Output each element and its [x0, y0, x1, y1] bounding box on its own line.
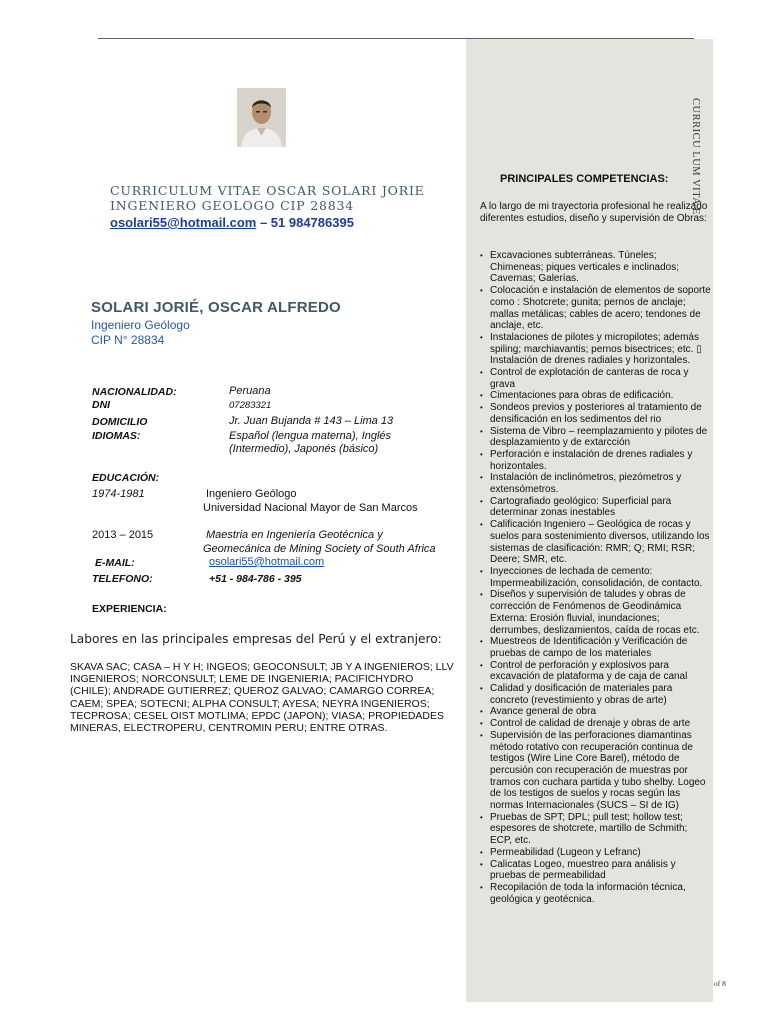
- full-name: SOLARI JORIÉ, OSCAR ALFREDO: [91, 299, 341, 316]
- idiomas-label: IDIOMAS:: [92, 430, 141, 442]
- page-count: of 8: [714, 979, 726, 988]
- competency-item: • Recopilación de toda la información técnica, geológica y geotécnica.: [480, 882, 712, 905]
- competency-item: • Calidad y dosificación de materiales para concreto (revestimiento y obras de arte): [480, 683, 712, 706]
- competency-item: • Calificación Ingeniero – Geológica de rocas y suelos para sostenimiento diversos, utilizando los sistemas de clasificación: RMR; Q; RMI; RSR; Deere; SMR, etc.: [480, 519, 712, 566]
- competency-item: • Cimentaciones para obras de edificación.: [480, 390, 712, 402]
- header-title-line: INGENIERO GEOLOGO CIP 28834: [110, 198, 354, 213]
- competency-item: • Colocación e instalación de elementos de soporte como : Shotcrete; gunita; pernos de anclaje; mallas metálicas; cables de acero; tendones de anclaje, etc.: [480, 285, 712, 332]
- competency-item: • Control de perforación y explosivos para excavación de plataforma y de caja de canal: [480, 660, 712, 683]
- profile-photo: [237, 88, 286, 147]
- dni-value: 07283321: [229, 400, 272, 411]
- domicilio-value: Jr. Juan Bujanda # 143 – Lima 13: [229, 415, 394, 427]
- competency-item: • Pruebas de SPT; DPL; pull test; hollow test; espesores de shotcrete, martillo de Schmith; ECP, etc.: [480, 812, 712, 847]
- idiomas-value-line1: Español (lengua materna), Inglés: [229, 430, 392, 442]
- side-tab-label: CURRICU LUM VITA E: [690, 98, 701, 215]
- companies-list: SKAVA SAC; CASA – H Y H; INGEOS; GEOCONSULT; JB Y A INGENIEROS; LLV INGENIEROS; NORCONSULT; LEME DE INGENIERIA; PACIFICHYDRO (CHILE); ANDRADE GUTIERREZ; QUEROZ GALVAO; CAMARGO CORREA; CAEM; SPEA; SOTECNI; ALPHA CONSULT; AYESA; NEYRA INGENIEROS; TECPROSA; CESEL OIST MOTLIMA; EPDC (JAPON); VIASA; PROPIEDADES MINERAS, ELECTROPERU, CENTROMIN PERU; ENTRE OTRAS.: [70, 661, 454, 735]
- competency-item: • Supervisión de las perforaciones diamantinas método rotativo con recuperación continua de testigos (Wire Line Core Barel), método de percusión con recuperación de muestras por tramos con cuchara partida y tubo shelby. Logeo de los testigos de suelos y rocas según las normas Internacionales (SUCS – SI de IG): [480, 730, 712, 812]
- competency-item: • Perforación e instalación de drenes radiales y horizontales.: [480, 449, 712, 472]
- competency-item: • Control de calidad de drenaje y obras de arte: [480, 718, 712, 730]
- header-contact: [110, 215, 354, 231]
- competency-item: • Instalación de inclinómetros, piezómetros y extensómetros.: [480, 472, 712, 495]
- competency-item: • Sondeos previos y posteriores al tratamiento de densificación en los sedimentos del rio: [480, 402, 712, 425]
- cip-number: CIP N° 28834: [91, 333, 165, 347]
- competency-item: • Avance general de obra: [480, 706, 712, 718]
- email-link[interactable]: osolari55@hotmail.com: [209, 556, 325, 568]
- education-1-years: 1974-1981: [92, 488, 145, 500]
- idiomas-value-line2: (Intermedio), Japonés (básico): [229, 443, 379, 455]
- competencies-heading: PRINCIPALES COMPETENCIAS:: [500, 173, 669, 185]
- competency-item: • Excavaciones subterráneas. Túneles; Chimeneas; piques verticales e inclinados; Cavernas; Galerías.: [480, 250, 712, 285]
- competency-item: • Diseños y supervisión de taludes y obras de corrección de Fenómenos de Geodinámica Externa: Erosión fluvial, inundaciones; derrumbes, deslizamientos, caída de rocas etc.: [480, 589, 712, 636]
- header-email-link[interactable]: osolari55@hotmail.com: [110, 215, 257, 230]
- competencies-list: [480, 250, 712, 905]
- competency-item: • Control de explotación de canteras de roca y grava: [480, 367, 712, 390]
- labores-heading: Labores en las principales empresas del Perú y el extranjero:: [70, 632, 442, 646]
- competency-item: • Muestreos de Identificación y Verificación de pruebas de campo de los materiales: [480, 636, 712, 659]
- education-1-school: Universidad Nacional Mayor de San Marcos: [203, 502, 418, 514]
- education-heading: EDUCACIÓN:: [92, 472, 160, 484]
- telefono-value: +51 - 984-786 - 395: [209, 573, 302, 585]
- header-name-line: CURRICULUM VITAE OSCAR SOLARI JORIE: [110, 183, 425, 198]
- competency-item: • Inyecciones de lechada de cemento: Impermeabilización, consolidación, de contacto.: [480, 566, 712, 589]
- education-2-degree: Maestria en Ingeniería Geotécnica y: [206, 529, 383, 541]
- profession: Ingeniero Geólogo: [91, 318, 190, 332]
- education-2-school: Geomecánica de Mining Society of South Africa: [203, 543, 436, 555]
- nacionalidad-value: Peruana: [229, 385, 271, 397]
- header-phone: – 51 984786395: [256, 215, 354, 230]
- email-label: E-MAIL:: [95, 557, 135, 569]
- experience-heading: EXPERIENCIA:: [92, 603, 167, 615]
- competency-item: • Cartografiado geológico: Superficial para determinar zonas inestables: [480, 496, 712, 519]
- competency-item: • Instalaciones de pilotes y micropilotes; además spiling; marchiavantis; pernos bisectrices; etc. ▯ Instalación de drenes radiales y horizontales.: [480, 332, 712, 367]
- competency-item: • Permeabilidad (Lugeon y Lefranc): [480, 847, 712, 859]
- competencies-intro: A lo largo de mi trayectoria profesional he realizado diferentes estudios, diseño y supervisión de Obras:: [480, 201, 708, 224]
- nacionalidad-label: NACIONALIDAD:: [92, 386, 177, 398]
- telefono-label: TELEFONO:: [92, 573, 153, 585]
- dni-label: DNI: [92, 399, 111, 411]
- education-2-years: 2013 – 2015: [92, 529, 154, 541]
- competency-item: • Sistema de Vibro – reemplazamiento y pilotes de desplazamiento y de extarcción: [480, 426, 712, 449]
- competency-item: • Calicatas Logeo, muestreo para análisis y pruebas de permeabilidad: [480, 859, 712, 882]
- domicilio-label: DOMICILIO: [92, 416, 148, 428]
- education-1-degree: Ingeniero Geólogo: [206, 488, 297, 500]
